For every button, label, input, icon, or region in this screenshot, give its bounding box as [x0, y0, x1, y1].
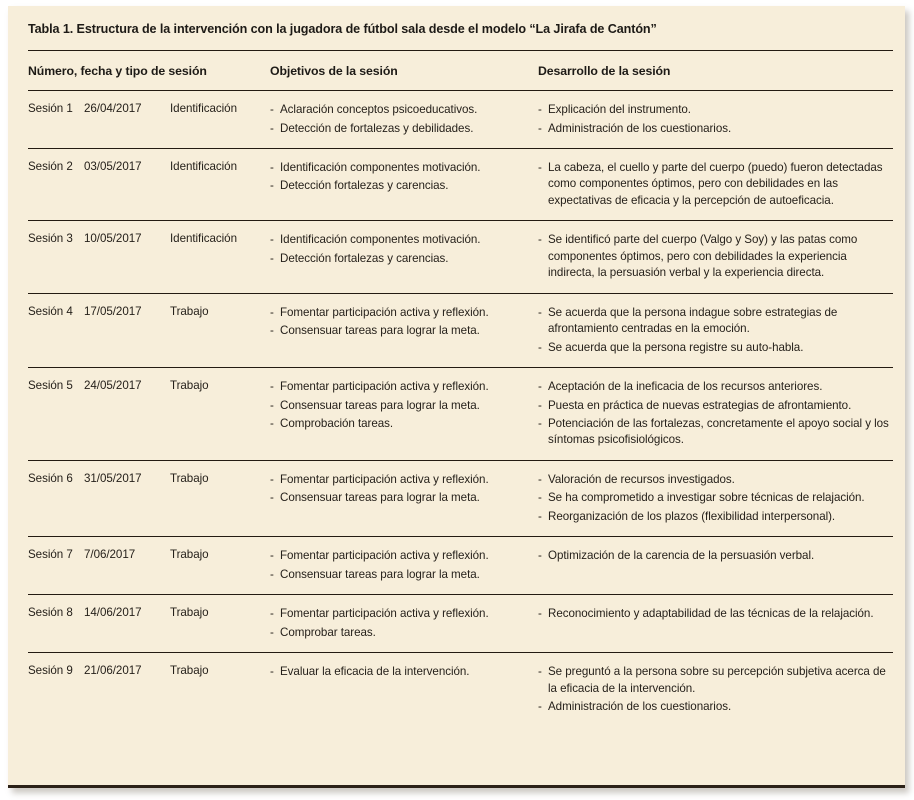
- objective-text: Fomentar participación activa y reflexión.: [280, 549, 489, 563]
- cell-objectives: [270, 664, 538, 715]
- cell-session-info: [28, 232, 270, 281]
- objective-item: [270, 398, 538, 414]
- cell-session-info: [28, 102, 270, 137]
- development-text: Se identificó parte del cuerpo (Valgo y Soy) y las patas como componentes óptimos, pero con debilidades la experiencia indirecta, la persuasión verbal y la experiencia directa.: [548, 233, 858, 280]
- bullet-dash-icon: -: [270, 625, 274, 639]
- column-header-session: Número, fecha y tipo de sesión: [28, 64, 207, 79]
- cell-session-info: [28, 664, 270, 715]
- cell-development: [538, 102, 893, 137]
- table-row: [18, 91, 895, 148]
- development: [538, 472, 893, 525]
- session-type: Trabajo: [170, 471, 209, 485]
- cell-development: [538, 379, 893, 449]
- session-line: [28, 102, 270, 115]
- bullet-dash-icon: -: [270, 665, 274, 679]
- objective-item: [270, 548, 538, 564]
- objective-text: Identificación componentes motivación.: [280, 233, 481, 247]
- bullet-dash-icon: -: [538, 103, 542, 117]
- objective: [270, 160, 538, 195]
- objective-item: [270, 121, 538, 137]
- session-number: Sesión 2: [28, 160, 73, 174]
- cell-development: [538, 232, 893, 281]
- development-item: [538, 340, 893, 356]
- table-row: [18, 368, 895, 460]
- session-type: Identificación: [170, 160, 237, 174]
- bullet-dash-icon: -: [538, 398, 542, 412]
- objective-item: [270, 567, 538, 583]
- table-header-row: [18, 51, 895, 90]
- table-row: [18, 294, 895, 367]
- session-line: [28, 548, 270, 561]
- development-item: [538, 398, 893, 414]
- objective: [270, 102, 538, 137]
- cell-objectives: [270, 472, 538, 525]
- development-item: [538, 490, 893, 506]
- cell-objectives: [270, 102, 538, 137]
- development: [538, 102, 893, 137]
- cell-objectives: [270, 160, 538, 209]
- development-item: [538, 472, 893, 488]
- session-date: 26/04/2017: [84, 102, 142, 116]
- bullet-dash-icon: -: [538, 549, 542, 563]
- cell-session-info: [28, 379, 270, 449]
- session-number: Sesión 4: [28, 304, 73, 318]
- cell-development: [538, 548, 893, 583]
- bullet-dash-icon: -: [270, 417, 274, 430]
- development-item: [538, 102, 893, 118]
- session-type: Trabajo: [170, 379, 209, 393]
- table-row: [18, 221, 895, 292]
- bullet-dash-icon: -: [538, 161, 542, 175]
- session-date: 17/05/2017: [84, 304, 142, 318]
- objective-text: Fomentar participación activa y reflexión.: [280, 305, 489, 319]
- objective-text: Consensuar tareas para lograr la meta.: [280, 491, 480, 505]
- table-caption: Tabla 1. Estructura de la intervención con la jugadora de fútbol sala desde el modelo “La Jirafa de Cantón”: [28, 22, 657, 36]
- development-text: Se ha comprometido a investigar sobre técnicas de relajación.: [548, 491, 865, 505]
- session-line: [28, 232, 270, 245]
- objective-item: [270, 625, 538, 641]
- development-item: [538, 305, 893, 338]
- development-item: [538, 160, 893, 209]
- cell-session-info: [28, 548, 270, 583]
- development-text: Administración de los cuestionarios.: [548, 699, 732, 713]
- table-inner: [8, 6, 905, 785]
- objective-item: [270, 102, 538, 118]
- cell-objectives: [270, 606, 538, 641]
- cell-development: [538, 606, 893, 641]
- cell-session-info: [28, 160, 270, 209]
- session-type: Trabajo: [170, 606, 209, 620]
- bullet-dash-icon: -: [538, 305, 542, 319]
- table-card: [8, 6, 905, 788]
- session-number: Sesión 3: [28, 232, 73, 246]
- table-row: [18, 537, 895, 594]
- objective-text: Comprobación tareas.: [280, 417, 394, 430]
- cell-session-info: [28, 472, 270, 525]
- session-type: Trabajo: [170, 548, 209, 562]
- session-number: Sesión 7: [28, 548, 73, 562]
- bullet-dash-icon: -: [270, 398, 274, 412]
- session-line: [28, 305, 270, 318]
- objective-item: [270, 664, 538, 680]
- session-line: [28, 606, 270, 619]
- objective-text: Detección fortalezas y carencias.: [280, 251, 449, 265]
- cell-objectives: [270, 305, 538, 356]
- cell-session-info: [28, 606, 270, 641]
- development-text: Optimización de la carencia de la persuasión verbal.: [548, 549, 815, 563]
- bullet-dash-icon: -: [538, 491, 542, 505]
- column-header-objectives: Objetivos de la sesión: [270, 64, 398, 79]
- cell-session-info: [28, 305, 270, 356]
- session-line: [28, 160, 270, 173]
- development: [538, 232, 893, 281]
- bullet-dash-icon: -: [270, 251, 274, 265]
- session-type: Trabajo: [170, 304, 209, 318]
- development-text: Reorganización de los plazos (flexibilidad interpersonal).: [548, 509, 836, 523]
- objective-text: Fomentar participación activa y reflexión.: [280, 472, 489, 486]
- cell-development: [538, 305, 893, 356]
- development: [538, 548, 893, 564]
- objective-item: [270, 323, 538, 339]
- objective: [270, 664, 538, 680]
- bullet-dash-icon: -: [538, 509, 542, 523]
- development-text: Aceptación de la ineficacia de los recursos anteriores.: [548, 380, 823, 394]
- bullet-dash-icon: -: [270, 380, 274, 394]
- cell-objectives: [270, 379, 538, 449]
- table-body: [18, 91, 895, 726]
- bullet-dash-icon: -: [538, 121, 542, 135]
- development: [538, 606, 893, 622]
- development-text: Valoración de recursos investigados.: [548, 472, 735, 486]
- session-number: Sesión 1: [28, 102, 73, 116]
- cell-development: [538, 664, 893, 715]
- objective-text: Detección fortalezas y carencias.: [280, 179, 449, 193]
- bullet-dash-icon: -: [538, 380, 542, 394]
- development-item: [538, 416, 893, 449]
- bullet-dash-icon: -: [538, 607, 542, 621]
- development-text: La cabeza, el cuello y parte del cuerpo (puedo) fueron detectadas como componentes óptimos, pero con debilidades en las expectativas de eficacia y la percepción de autoeficacia.: [548, 161, 883, 207]
- bullet-dash-icon: -: [270, 305, 274, 319]
- development: [538, 160, 893, 209]
- development-item: [538, 699, 893, 715]
- objective-item: [270, 416, 538, 432]
- bullet-dash-icon: -: [270, 549, 274, 563]
- session-number: Sesión 5: [28, 379, 73, 393]
- development-text: Potenciación de las fortalezas, concretamente el apoyo social y los síntomas psicofisiológicos.: [548, 417, 889, 447]
- bullet-dash-icon: -: [270, 472, 274, 486]
- objective-text: Identificación componentes motivación.: [280, 161, 481, 175]
- column-header-development: Desarrollo de la sesión: [538, 64, 671, 79]
- development-item: [538, 379, 893, 395]
- objective-item: [270, 472, 538, 488]
- objective-text: Evaluar la eficacia de la intervención.: [280, 665, 470, 679]
- objective: [270, 232, 538, 267]
- development-item: [538, 232, 893, 281]
- development: [538, 305, 893, 356]
- objective-text: Fomentar participación activa y reflexión.: [280, 380, 489, 394]
- session-date: 24/05/2017: [84, 379, 142, 393]
- session-date: 21/06/2017: [84, 664, 142, 678]
- bullet-dash-icon: -: [538, 699, 542, 713]
- bullet-dash-icon: -: [270, 607, 274, 621]
- objective: [270, 548, 538, 583]
- development: [538, 379, 893, 449]
- development-item: [538, 548, 893, 564]
- bullet-dash-icon: -: [270, 179, 274, 193]
- session-line: [28, 664, 270, 677]
- session-line: [28, 379, 270, 392]
- bullet-dash-icon: -: [270, 233, 274, 247]
- bullet-dash-icon: -: [538, 472, 542, 486]
- bullet-dash-icon: -: [270, 103, 274, 117]
- objective-item: [270, 490, 538, 506]
- objective-text: Consensuar tareas para lograr la meta.: [280, 324, 480, 338]
- bullet-dash-icon: -: [538, 233, 542, 247]
- bullet-dash-icon: -: [270, 324, 274, 338]
- objective: [270, 379, 538, 432]
- objective: [270, 606, 538, 641]
- cell-objectives: [270, 548, 538, 583]
- cell-development: [538, 472, 893, 525]
- bullet-dash-icon: -: [538, 417, 542, 430]
- session-date: 7/06/2017: [84, 548, 136, 562]
- development: [538, 664, 893, 715]
- development-text: Se preguntó a la persona sobre su percepción subjetiva acerca de la eficacia de la intervención.: [548, 665, 886, 695]
- development-item: [538, 606, 893, 622]
- objective-item: [270, 232, 538, 248]
- bullet-dash-icon: -: [270, 161, 274, 175]
- objective-item: [270, 379, 538, 395]
- objective-item: [270, 160, 538, 176]
- objective-text: Consensuar tareas para lograr la meta.: [280, 398, 480, 412]
- session-type: Identificación: [170, 232, 237, 246]
- session-number: Sesión 6: [28, 471, 73, 485]
- bullet-dash-icon: -: [270, 491, 274, 505]
- development-text: Se acuerda que la persona registre su auto-habla.: [548, 340, 804, 354]
- table-row: [18, 595, 895, 652]
- development-item: [538, 664, 893, 697]
- objective-text: Comprobar tareas.: [280, 625, 376, 639]
- objective-text: Fomentar participación activa y reflexión.: [280, 607, 489, 621]
- table-row: [18, 149, 895, 220]
- bullet-dash-icon: -: [270, 567, 274, 581]
- session-date: 03/05/2017: [84, 160, 142, 174]
- development-text: Puesta en práctica de nuevas estrategias de afrontamiento.: [548, 398, 852, 412]
- objective-item: [270, 305, 538, 321]
- table-row: [18, 653, 895, 726]
- development-text: Reconocimiento y adaptabilidad de las técnicas de la relajación.: [548, 607, 874, 621]
- objective-text: Detección de fortalezas y debilidades.: [280, 121, 474, 135]
- cell-objectives: [270, 232, 538, 281]
- objective-item: [270, 606, 538, 622]
- objective-item: [270, 251, 538, 267]
- objective-item: [270, 178, 538, 194]
- objective-text: Aclaración conceptos psicoeducativos.: [280, 103, 478, 117]
- development-text: Se acuerda que la persona indague sobre estrategias de afrontamiento centradas en la emoción.: [548, 305, 838, 336]
- development-item: [538, 121, 893, 137]
- session-date: 14/06/2017: [84, 606, 142, 620]
- development-text: Explicación del instrumento.: [548, 103, 691, 117]
- session-line: [28, 472, 270, 485]
- objective-text: Consensuar tareas para lograr la meta.: [280, 567, 480, 581]
- session-number: Sesión 9: [28, 664, 73, 678]
- objective: [270, 305, 538, 340]
- bullet-dash-icon: -: [538, 340, 542, 354]
- session-date: 10/05/2017: [84, 232, 142, 246]
- bullet-dash-icon: -: [538, 665, 542, 679]
- session-type: Trabajo: [170, 664, 209, 678]
- development-text: Administración de los cuestionarios.: [548, 121, 732, 135]
- session-date: 31/05/2017: [84, 471, 142, 485]
- bullet-dash-icon: -: [270, 121, 274, 135]
- objective: [270, 472, 538, 507]
- development-item: [538, 509, 893, 525]
- session-number: Sesión 8: [28, 606, 73, 620]
- table-row: [18, 461, 895, 536]
- session-type: Identificación: [170, 102, 237, 116]
- cell-development: [538, 160, 893, 209]
